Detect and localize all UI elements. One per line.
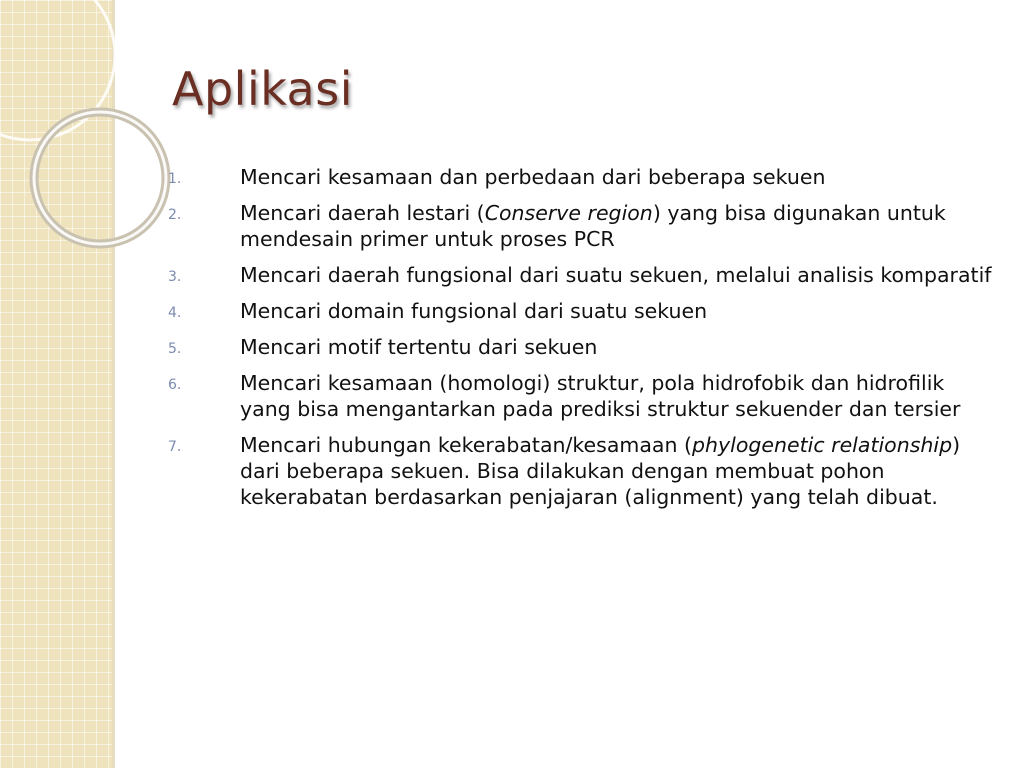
list-item	[168, 262, 998, 288]
decorative-rings	[0, 0, 180, 260]
italic-term: Conserve region	[484, 201, 653, 225]
list-item	[168, 164, 998, 190]
list-item	[168, 298, 998, 324]
item-number: 2.	[168, 207, 182, 223]
slide-title: Aplikasi	[172, 62, 353, 116]
item-number: 5.	[168, 341, 182, 357]
item-text: Mencari kesamaan (homologi) struktur, pola hidrofobik dan hidrofilik yang bisa mengantarkan pada prediksi struktur sekuender dan tersier	[240, 371, 961, 421]
italic-term: phylogenetic relationship	[692, 433, 953, 457]
numbered-list	[168, 164, 998, 520]
list-item	[168, 200, 998, 252]
item-text: Mencari kesamaan dan perbedaan dari beberapa sekuen	[240, 165, 826, 189]
item-text: Mencari domain fungsional dari suatu sekuen	[240, 299, 708, 323]
item-number: 4.	[168, 305, 182, 321]
large-ring	[0, 0, 115, 140]
item-number: 7.	[168, 439, 182, 455]
item-text: Mencari daerah lestari (Conserve region) yang bisa digunakan untuk mendesain primer untuk proses PCR	[240, 201, 946, 251]
item-number: 6.	[168, 377, 182, 393]
small-ring-inner	[34, 112, 166, 244]
item-number: 1.	[168, 171, 182, 187]
item-text: Mencari daerah fungsional dari suatu sekuen, melalui analisis komparatif	[240, 263, 992, 287]
item-text: Mencari motif tertentu dari sekuen	[240, 335, 598, 359]
item-number: 3.	[168, 269, 182, 285]
list-item	[168, 334, 998, 360]
item-text: Mencari hubungan kekerabatan/kesamaan (phylogenetic relationship) dari beberapa sekuen. Bisa dilakukan dengan membuat pohon kekerabatan berdasarkan penjajaran (alignment) yang telah dibuat.	[240, 433, 961, 509]
list-item	[168, 370, 998, 422]
list-item	[168, 432, 998, 510]
